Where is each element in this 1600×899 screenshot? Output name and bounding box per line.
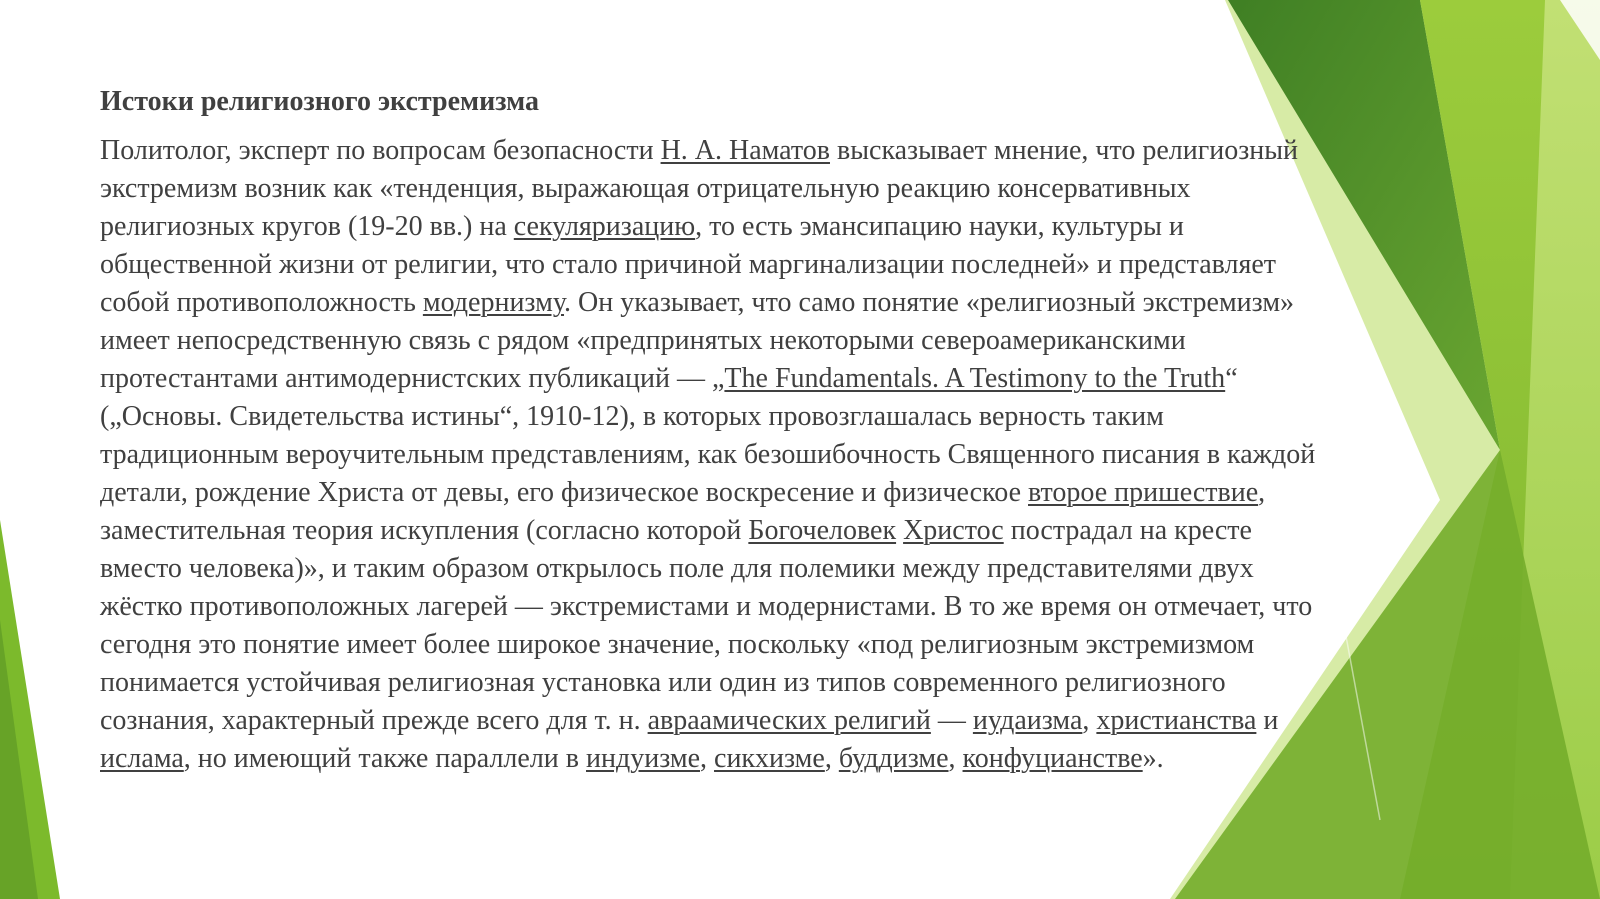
hyperlink[interactable]: The Fundamentals. A Testimony to the Truth xyxy=(724,363,1226,394)
text-segment: заместительная теория искупления (согласно которой xyxy=(100,515,749,546)
text-segment: религиозных кругов (19-20 вв.) на xyxy=(100,211,514,242)
hyperlink[interactable]: христианства xyxy=(1096,705,1257,736)
text-segment: („Основы. Свидетельства истины“, 1910-12), в которых провозглашалась верность таким xyxy=(100,401,1164,432)
text-line xyxy=(100,170,1500,208)
hyperlink[interactable]: второе пришествие xyxy=(1028,477,1259,508)
text-line xyxy=(100,664,1500,702)
hyperlink[interactable]: Христос xyxy=(903,515,1004,546)
hyperlink[interactable]: иудаизма xyxy=(972,705,1083,736)
hyperlink[interactable]: Богочеловек xyxy=(748,515,897,546)
text-segment: традиционным вероучительным представлениям, как безошибочность Священного писания в каждой xyxy=(100,439,1316,470)
text-line xyxy=(100,132,1500,170)
text-line xyxy=(100,512,1500,550)
text-line xyxy=(100,360,1500,398)
text-line xyxy=(100,702,1500,740)
text-line xyxy=(100,436,1500,474)
text-line xyxy=(100,208,1500,246)
text-segment: , то есть эмансипацию науки, культуры и xyxy=(695,211,1184,242)
text-segment: , xyxy=(700,743,715,774)
text-line xyxy=(100,740,1500,778)
hyperlink[interactable]: Н. А. Наматов xyxy=(660,135,830,166)
left-green-shape xyxy=(0,520,60,899)
text-segment: жёстко противоположных лагерей — экстремистами и модернистами. В то же время он отмечает, что xyxy=(100,591,1313,622)
text-line xyxy=(100,398,1500,436)
hyperlink[interactable]: сикхизме xyxy=(714,743,825,774)
hyperlink[interactable]: буддизме xyxy=(838,743,949,774)
text-segment: экстремизм возник как «тенденция, выражающая отрицательную реакцию консервативных xyxy=(100,173,1191,204)
text-line xyxy=(100,626,1500,664)
hyperlink[interactable]: авраамических религий xyxy=(647,705,931,736)
text-segment: , xyxy=(948,743,963,774)
hyperlink[interactable]: конфуцианстве xyxy=(962,743,1143,774)
text-line xyxy=(100,588,1500,626)
text-segment: имеет непосредственную связь с рядом «предпринятых некоторыми североамериканскими xyxy=(100,325,1186,356)
text-segment: сегодня это понятие имеет более широкое значение, поскольку «под религиозным экстремизмом xyxy=(100,629,1255,660)
text-segment: вместо человека)», и таким образом открылось поле для полемики между представителями двух xyxy=(100,553,1254,584)
text-segment: собой противоположность xyxy=(100,287,423,318)
slide-content xyxy=(100,86,1500,778)
text-segment: пострадал на кресте xyxy=(1003,515,1252,546)
hyperlink[interactable]: секуляризацию xyxy=(513,211,696,242)
slide-title: Истоки религиозного экстремизма xyxy=(100,86,539,117)
slide-body-text xyxy=(100,132,1500,778)
text-segment: и xyxy=(1256,705,1279,736)
text-segment: . Он указывает, что само понятие «религиозный экстремизм» xyxy=(564,287,1295,318)
text-segment: общественной жизни от религии, что стало причиной маргинализации последней» и представляет xyxy=(100,249,1277,280)
text-segment: Политолог, эксперт по вопросам безопасности xyxy=(100,135,661,166)
text-segment: высказывает мнение, что религиозный xyxy=(829,135,1299,166)
text-line xyxy=(100,322,1500,360)
text-line xyxy=(100,284,1500,322)
text-segment: , xyxy=(1082,705,1097,736)
text-segment: , xyxy=(1258,477,1266,508)
hyperlink[interactable]: модернизму xyxy=(422,287,565,318)
text-segment: сознания, характерный прежде всего для т. н. xyxy=(100,705,648,736)
hyperlink[interactable]: индуизме xyxy=(586,743,701,774)
text-segment: понимается устойчивая религиозная установка или один из типов современного религиозного xyxy=(100,667,1226,698)
text-segment: протестантами антимодернистских публикаций — „ xyxy=(100,363,725,394)
text-line xyxy=(100,474,1500,512)
text-segment: — xyxy=(930,705,973,736)
text-segment: детали, рождение Христа от девы, его физическое воскресение и физическое xyxy=(100,477,1029,508)
text-line xyxy=(100,246,1500,284)
text-segment: “ xyxy=(1225,363,1238,394)
text-segment: ». xyxy=(1142,743,1164,774)
text-segment: , но имеющий также параллели в xyxy=(183,743,586,774)
text-line xyxy=(100,550,1500,588)
hyperlink[interactable]: ислама xyxy=(100,743,184,774)
text-segment: , xyxy=(824,743,839,774)
